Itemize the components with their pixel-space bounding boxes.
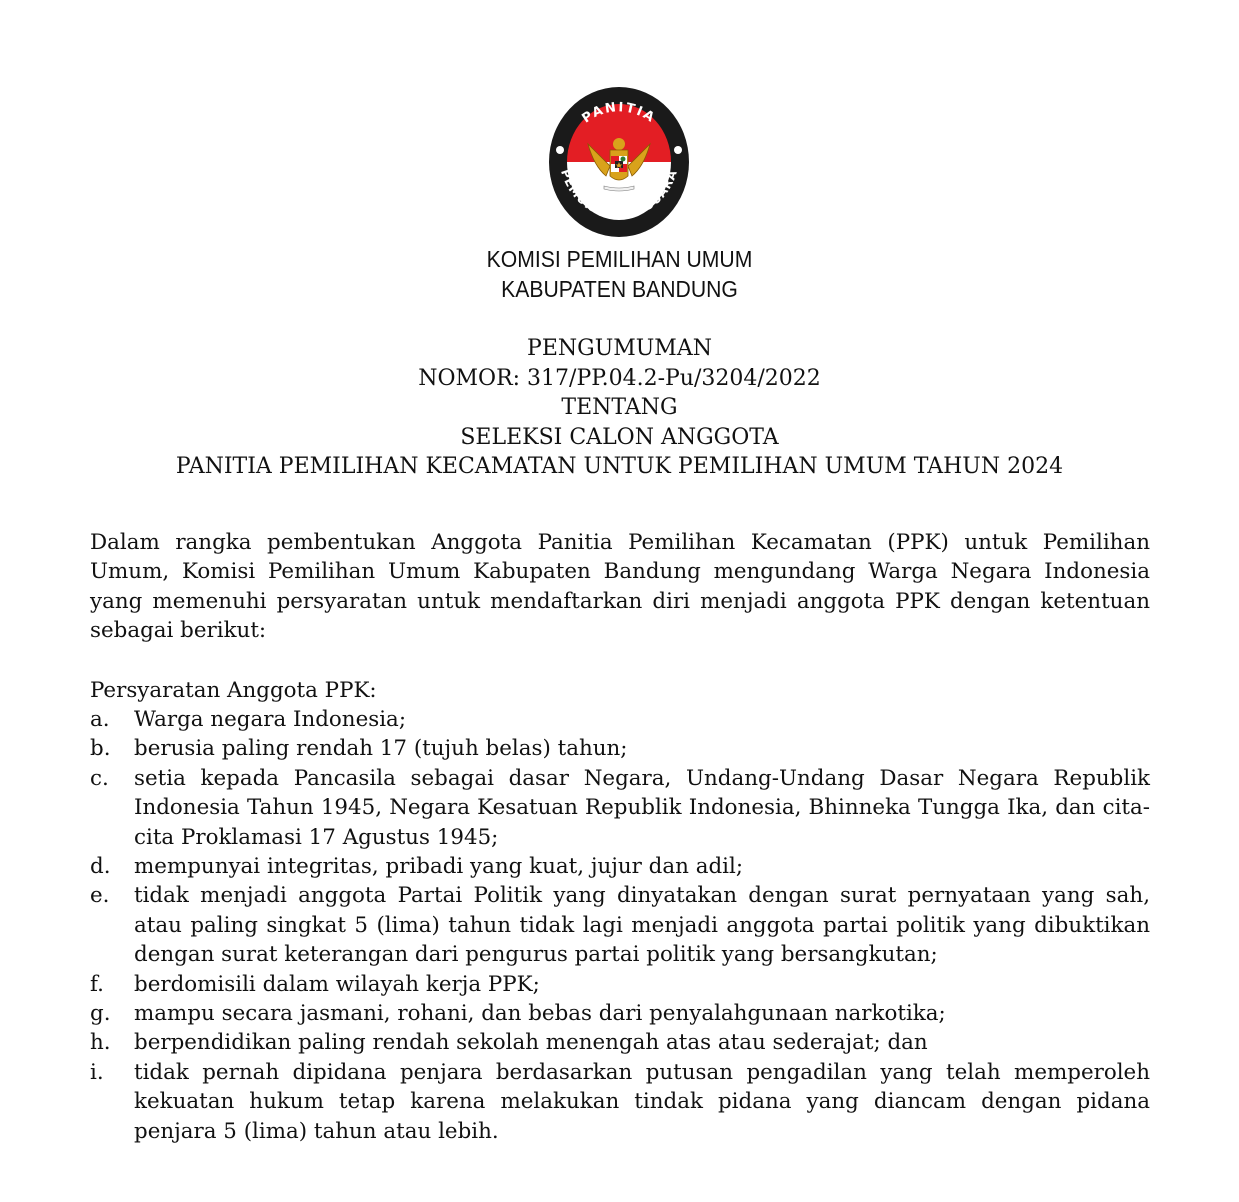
org-name-line2: KABUPATEN BANDUNG <box>501 276 738 302</box>
title-line-nomor: NOMOR: 317/PP.04.2-Pu/3204/2022 <box>418 365 821 391</box>
list-item-text: berdomisili dalam wilayah kerja PPK; <box>134 971 540 997</box>
list-item <box>90 970 1150 999</box>
title-line-pengumuman: PENGUMUMAN <box>527 336 712 361</box>
requirements-heading: Persyaratan Anggota PPK: <box>90 678 377 703</box>
list-marker: h. <box>90 1030 111 1056</box>
list-marker: a. <box>90 707 110 732</box>
title-line-seleksi: SELEKSI CALON ANGGOTA <box>460 424 779 450</box>
list-item <box>90 999 1150 1028</box>
list-item-text: mampu secara jasmani, rohani, dan bebas dari penyalahgunaan narkotika; <box>134 1001 946 1027</box>
intro-paragraph: Dalam rangka pembentukan Anggota Panitia Pemilihan Kecamatan (PPK) untuk Pemilihan Umum, Komisi Pemilihan Umum Kabupaten Bandung mengundang Warga Negara Indonesia yang memenuhi persyaratan untuk mendaftarkan diri menjadi anggota PPK dengan ketentuan sebagai berikut: <box>90 530 1150 644</box>
list-item <box>90 764 1150 852</box>
announcement-title <box>0 334 1239 482</box>
requirements-list <box>90 705 1150 1146</box>
list-item <box>90 881 1150 969</box>
title-line-panitia: PANITIA PEMILIHAN KECAMATAN UNTUK PEMILIHAN UMUM TAHUN 2024 <box>175 454 1064 479</box>
list-item <box>90 734 1150 763</box>
list-marker: c. <box>90 765 109 791</box>
list-item-text: tidak pernah dipidana penjara berdasarkan putusan pengadilan yang telah memperoleh kekuatan hukum tetap karena melakukan tindak pidana yang diancam dengan pidana penjara 5 (lima) tahun atau lebih. <box>134 1059 1150 1144</box>
list-item-text: mempunyai integritas, pribadi yang kuat, jujur dan adil; <box>134 854 744 880</box>
list-marker: b. <box>90 736 111 762</box>
org-name-line1: KOMISI PEMILIHAN UMUM <box>486 246 753 272</box>
svg-text:PEMUNGUTAN SUARA: PEMUNGUTAN SUARA <box>558 167 680 222</box>
list-item-text: berusia paling rendah 17 (tujuh belas) tahun; <box>134 736 628 762</box>
list-marker: i. <box>90 1059 104 1085</box>
list-marker: e. <box>90 883 110 909</box>
list-marker: g. <box>90 1001 111 1027</box>
svg-text:PANITIA: PANITIA <box>579 100 659 127</box>
list-marker: d. <box>90 854 111 880</box>
list-item-text: Warga negara Indonesia; <box>134 707 407 732</box>
pps-logo <box>548 86 690 238</box>
list-item <box>90 852 1150 881</box>
list-item <box>90 1028 1150 1057</box>
list-item-text: setia kepada Pancasila sebagai dasar Negara, Undang-Undang Dasar Negara Republik Indonesia Tahun 1945, Negara Kesatuan Republik Indonesia, Bhinneka Tungga Ika, dan cita-cita Proklamasi 17 Agustus 1945; <box>134 765 1150 850</box>
list-item-text: tidak menjadi anggota Partai Politik yang dinyatakan dengan surat pernyataan yang sah, atau paling singkat 5 (lima) tahun tidak lagi menjadi anggota partai politik yang dibuktikan dengan surat keterangan dari pengurus partai politik yang bersangkutan; <box>134 883 1150 968</box>
garuda-emblem-icon <box>548 86 690 238</box>
title-line-tentang: TENTANG <box>561 395 678 420</box>
list-marker: f. <box>90 971 104 997</box>
list-item <box>90 1058 1150 1146</box>
list-item-text: berpendidikan paling rendah sekolah menengah atas atau sederajat; dan <box>134 1030 928 1056</box>
list-item <box>90 705 1150 734</box>
